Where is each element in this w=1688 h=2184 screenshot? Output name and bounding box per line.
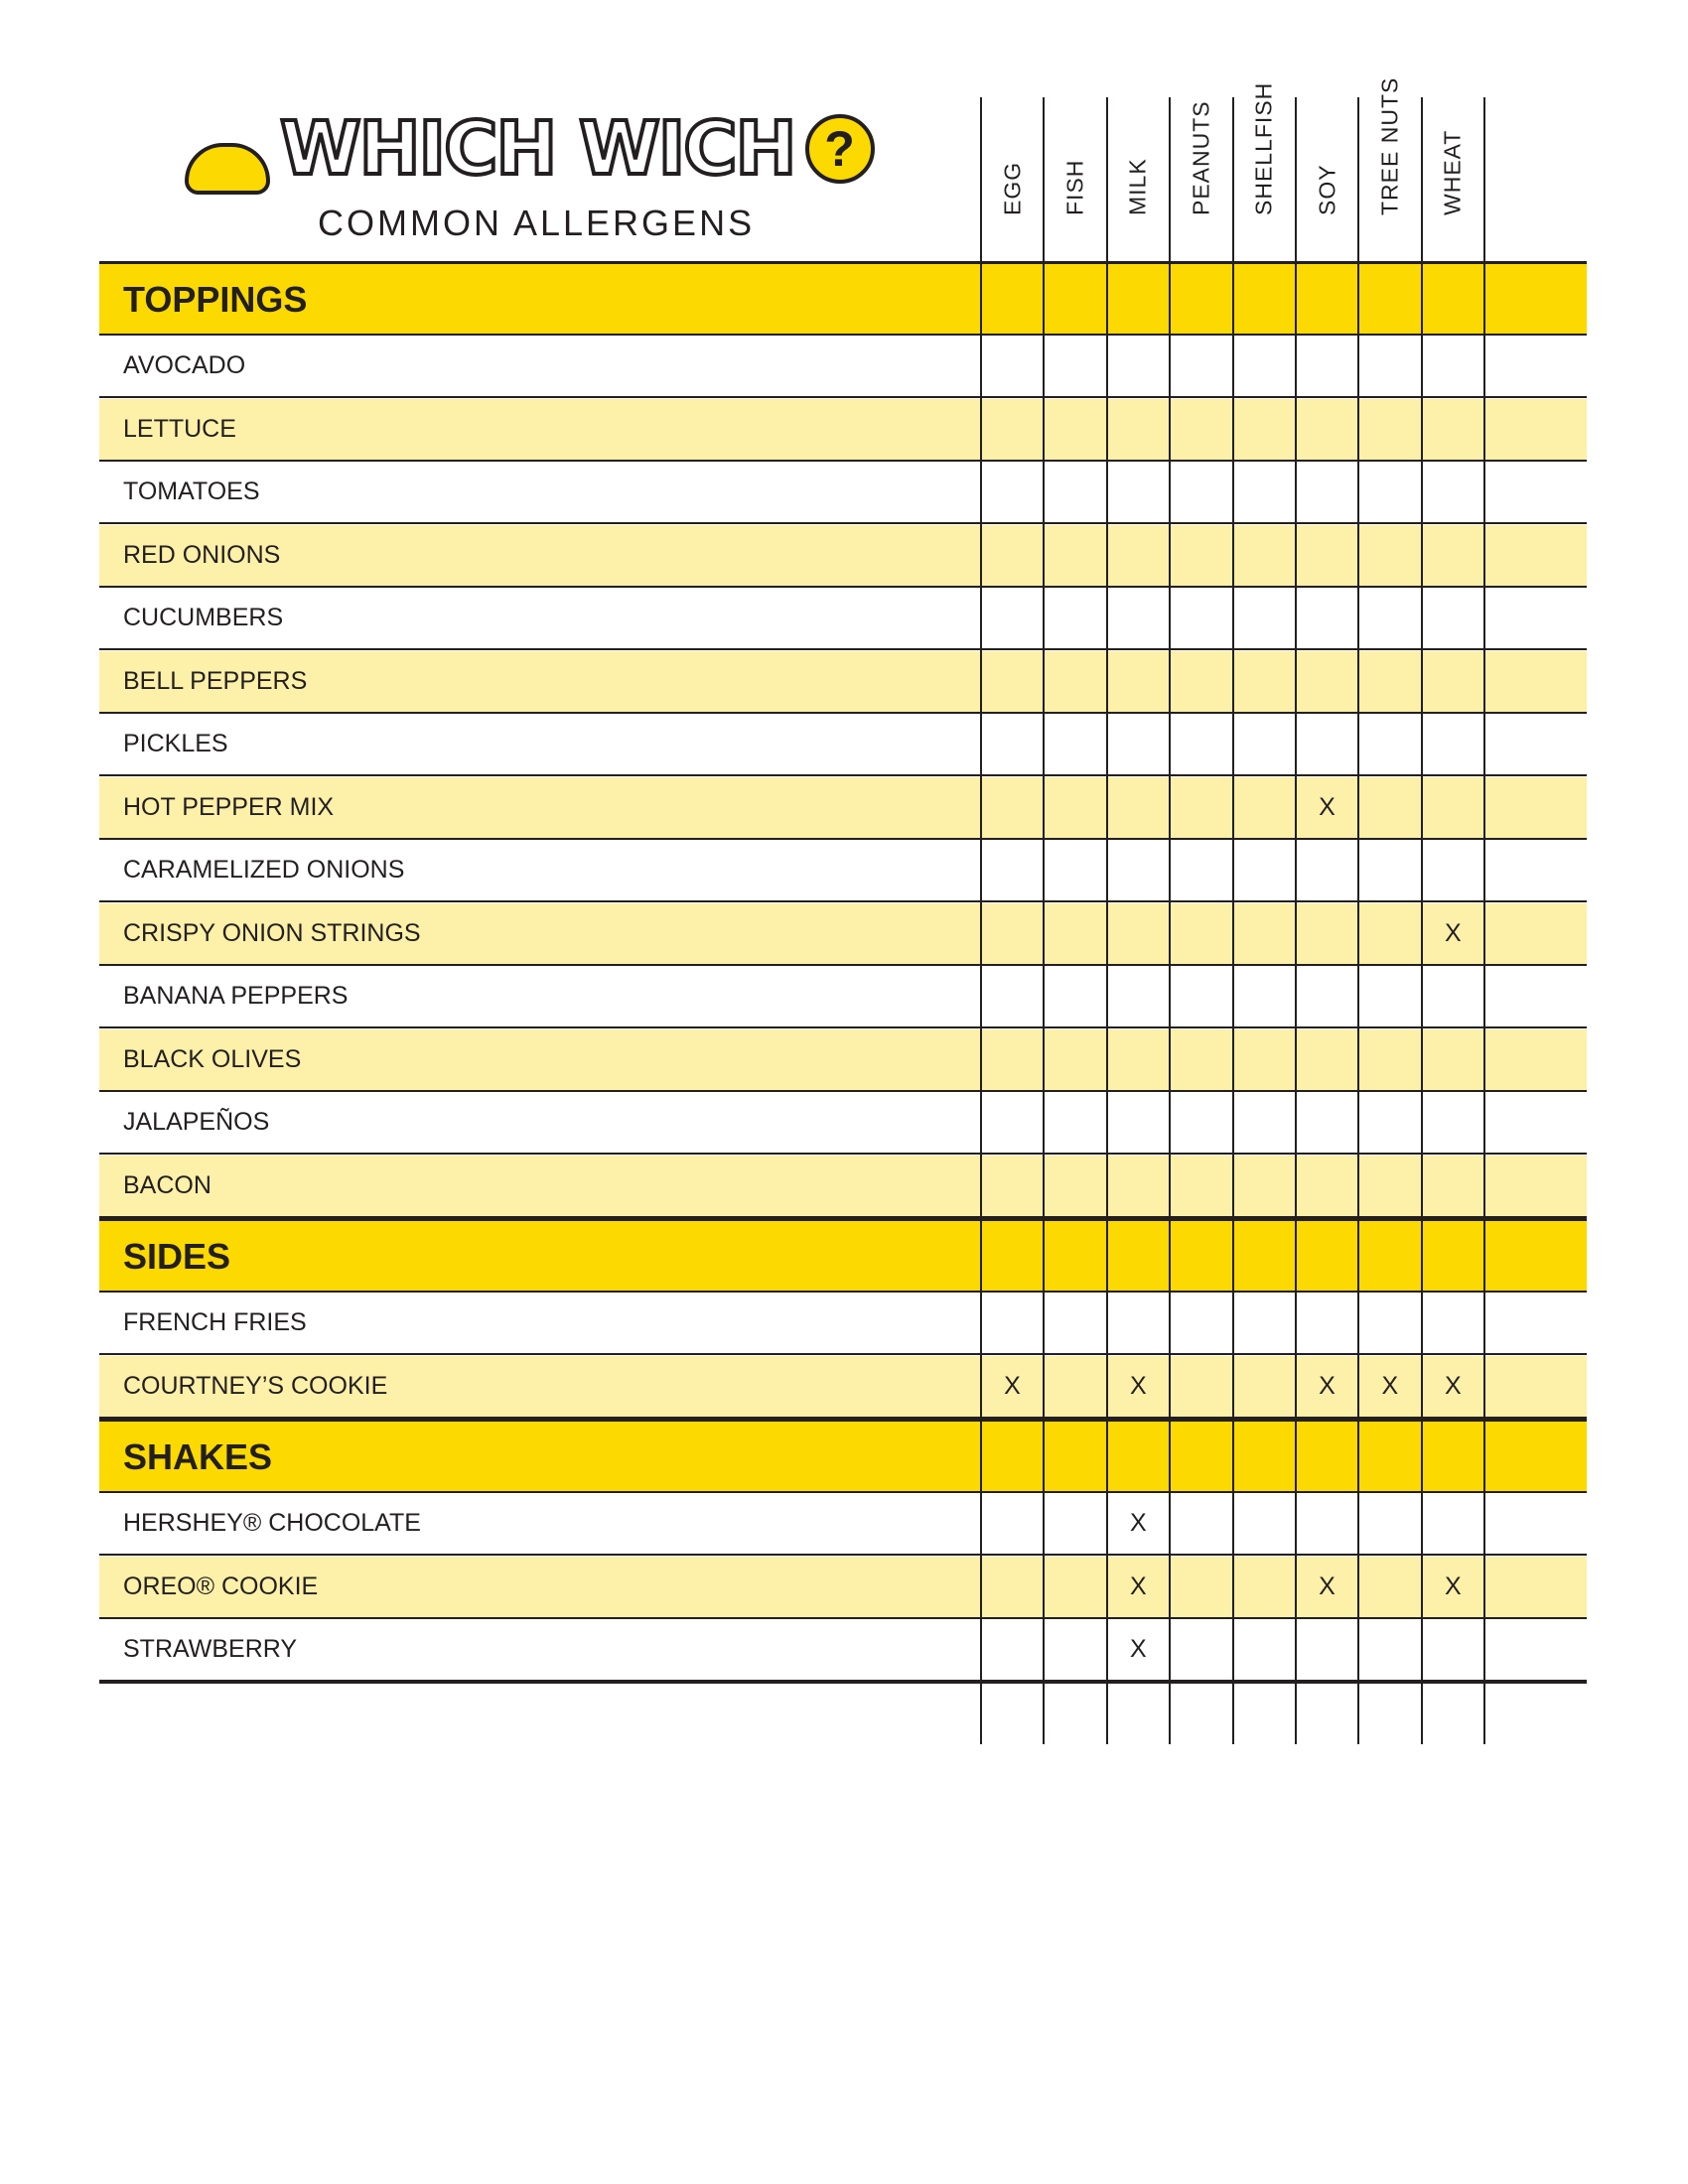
allergen-mark-soy: X <box>1319 792 1336 821</box>
column-divider <box>1421 97 1423 1744</box>
allergen-mark-wheat: X <box>1444 1571 1462 1600</box>
column-divider <box>1169 97 1171 1744</box>
allergen-mark-egg: X <box>1004 1371 1021 1400</box>
item-name: LETTUCE <box>123 414 236 443</box>
column-divider <box>1232 97 1234 1744</box>
table-row <box>99 1619 1587 1682</box>
section-header-sides <box>99 1218 1587 1293</box>
item-name: HERSHEY® CHOCOLATE <box>123 1509 421 1537</box>
item-name: STRAWBERRY <box>123 1635 298 1663</box>
table-row <box>99 1356 1587 1419</box>
item-name: RED ONIONS <box>123 540 281 569</box>
column-divider <box>1483 97 1485 1744</box>
brand-name: WHICH WICH <box>280 106 795 192</box>
item-name: BACON <box>123 1170 211 1199</box>
table-row <box>99 588 1587 650</box>
allergen-mark-soy: X <box>1319 1571 1336 1600</box>
table-row <box>99 840 1587 902</box>
column-divider <box>1295 97 1297 1744</box>
allergen-mark-tree-nuts: X <box>1381 1371 1399 1400</box>
table-row <box>99 966 1587 1028</box>
column-divider <box>1106 97 1108 1744</box>
column-header-label: MILK <box>1124 158 1151 215</box>
column-header-peanuts <box>1170 97 1232 254</box>
table-row <box>99 651 1587 714</box>
section-header-shakes <box>99 1419 1587 1493</box>
table-row <box>99 1029 1587 1092</box>
column-header-label: WHEAT <box>1439 129 1466 215</box>
table-row <box>99 336 1587 398</box>
table-row <box>99 777 1587 840</box>
column-header-egg <box>981 97 1044 254</box>
item-name: COURTNEY’S COOKIE <box>123 1371 388 1400</box>
allergen-mark-milk: X <box>1129 1571 1147 1600</box>
column-header-label: EGG <box>999 161 1025 215</box>
allergen-mark-milk: X <box>1129 1371 1147 1400</box>
item-name: AVOCADO <box>123 351 246 379</box>
column-divider <box>1357 97 1359 1744</box>
item-name: CARAMELIZED ONIONS <box>123 856 405 884</box>
item-name: BLACK OLIVES <box>123 1044 302 1073</box>
item-name: FRENCH FRIES <box>123 1308 307 1336</box>
item-name: PICKLES <box>123 730 228 757</box>
allergen-mark-wheat: X <box>1444 918 1462 947</box>
column-header-shellfish <box>1233 81 1296 254</box>
item-name: JALAPEÑOS <box>123 1108 270 1136</box>
table-bottom-border <box>99 1681 1587 1684</box>
item-name: BANANA PEPPERS <box>123 982 349 1010</box>
column-header-label: FISH <box>1061 159 1088 215</box>
table-row <box>99 1092 1587 1155</box>
table-row <box>99 903 1587 966</box>
table-row <box>99 1156 1587 1218</box>
page-title: COMMON ALLERGENS <box>318 203 756 243</box>
allergen-mark-milk: X <box>1129 1509 1147 1537</box>
table-row <box>99 399 1587 462</box>
item-name: BELL PEPPERS <box>123 666 308 695</box>
table-row <box>99 525 1587 588</box>
column-divider <box>980 97 982 1744</box>
table-row <box>99 1493 1587 1556</box>
column-header-milk <box>1107 97 1170 254</box>
item-name: CUCUMBERS <box>123 604 284 631</box>
item-name: HOT PEPPER MIX <box>123 792 335 821</box>
column-header-label: SOY <box>1314 164 1339 215</box>
allergen-mark-wheat: X <box>1444 1371 1462 1400</box>
column-divider <box>1043 97 1045 1744</box>
item-name: OREO® COOKIE <box>123 1571 319 1600</box>
table-row <box>99 1557 1587 1619</box>
table-row <box>99 714 1587 776</box>
table-row <box>99 462 1587 524</box>
column-header-tree-nuts <box>1358 76 1421 254</box>
section-title: SIDES <box>123 1236 231 1277</box>
question-mark-icon: ? <box>805 114 875 184</box>
section-header-toppings <box>99 261 1587 336</box>
item-name: TOMATOES <box>123 478 260 505</box>
item-name: CRISPY ONION STRINGS <box>123 918 421 947</box>
column-header-fish <box>1044 97 1106 254</box>
column-header-label: TREE NUTS <box>1376 76 1403 215</box>
column-header-label: SHELLFISH <box>1250 81 1277 215</box>
section-title: TOPPINGS <box>123 279 308 320</box>
table-row <box>99 1293 1587 1355</box>
column-header-soy <box>1296 97 1358 254</box>
column-header-label: PEANUTS <box>1188 100 1214 215</box>
section-title: SHAKES <box>123 1436 273 1477</box>
allergen-mark-milk: X <box>1129 1635 1147 1663</box>
column-header-wheat <box>1422 97 1484 254</box>
allergen-mark-soy: X <box>1319 1371 1336 1400</box>
